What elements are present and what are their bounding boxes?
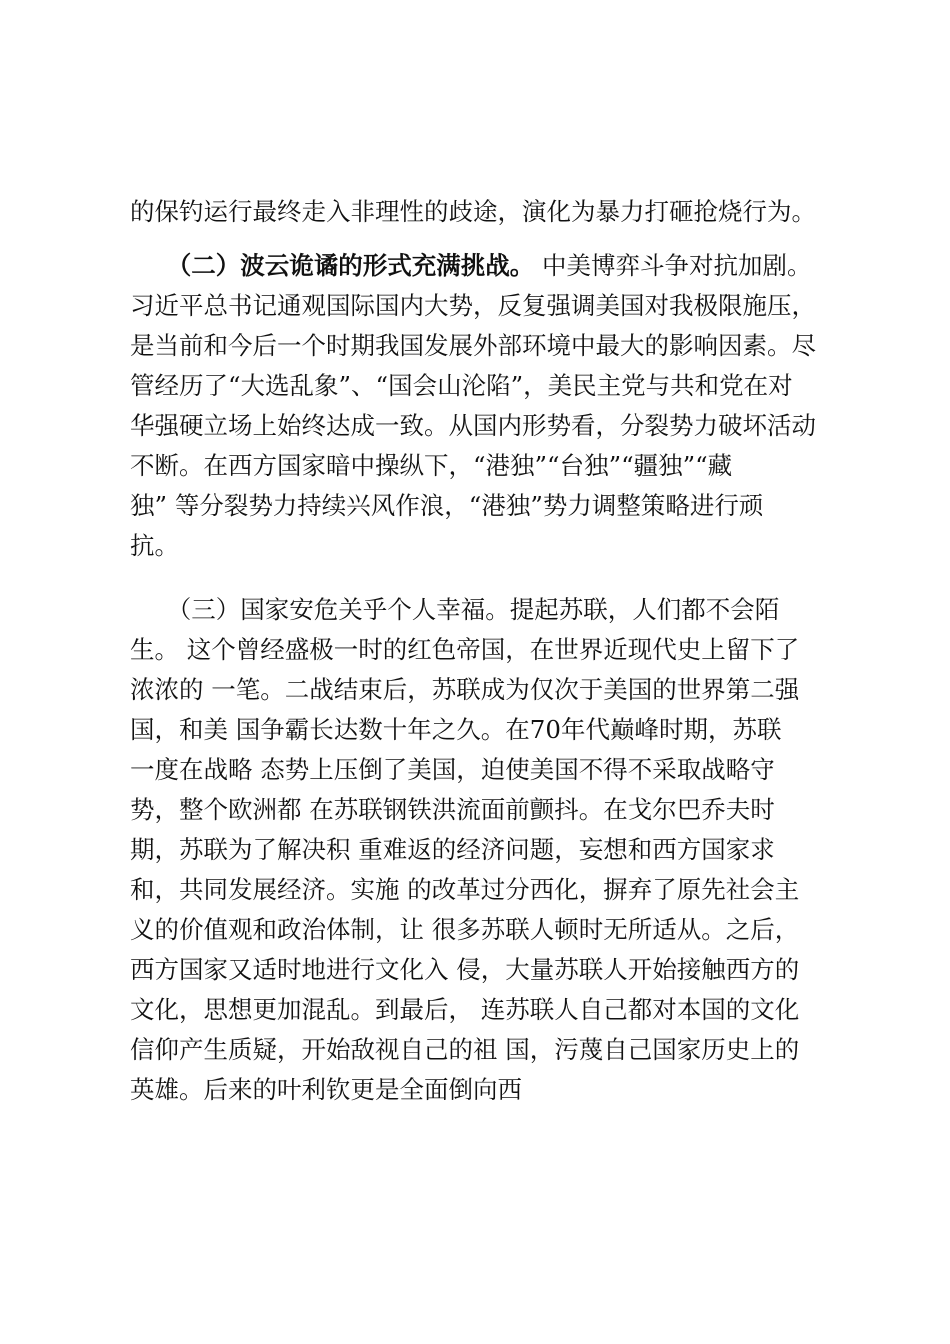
text-line [130,990,830,1030]
text-segment: 习近平总书记通观国际国内大势，反复强调美国对我极限施压， [130,291,816,320]
text-segment: 独” 等分裂势力持续兴风作浪，“港独”势力调整策略进行顽 [130,491,764,520]
text-line [130,526,830,566]
text-segment: 中美博弈斗争对抗加剧。 [534,251,812,280]
text-segment: 抗。 [130,531,179,560]
text-segment: 义的价值观和政治体制，让 很多苏联人顿时无所适从。之后， [130,915,800,944]
text-segment: 期，苏联为了解决积 重难返的经济问题，妄想和西方国家求 [130,835,775,864]
text-line [130,446,830,486]
text-segment: 和，共同发展经济。实施 的改革过分西化，摒弃了原先社会主 [130,875,800,904]
text-segment: （三）国家安危关乎个人幸福。提起苏联，人们都不会陌 [130,595,780,624]
text-line [130,406,830,446]
paragraph-intro [130,192,830,232]
text-line [130,910,830,950]
paragraph-section-three [130,590,830,1110]
text-segment: 英雄。后来的叶利钦更是全面倒向西 [130,1075,522,1104]
section-heading: （二）波云诡谲的形式充满挑战。 [130,251,535,280]
text-segment: 的保钓运行最终走入非理性的歧途，演化为暴力打砸抢烧行为。 [130,197,816,226]
text-line [130,286,830,326]
text-segment: 是当前和今后一个时期我国发展外部环境中最大的影响因素。尽 [130,331,816,360]
text-segment: 西方国家又适时地进行文化入 侵，大量苏联人开始接触西方的 [130,955,800,984]
text-segment: 文化，思想更加混乱。到最后， 连苏联人自己都对本国的文化 [130,995,800,1024]
text-segment: 一度在战略 态势上压倒了美国，迫使美国不得不采取战略守 [130,755,775,784]
text-segment: 华强硬立场上始终达成一致。从国内形势看，分裂势力破坏活动 [130,411,816,440]
text-line [130,1070,830,1110]
text-line [130,246,830,286]
text-line [130,870,830,910]
text-line [130,630,830,670]
text-line [130,192,830,232]
text-line [130,790,830,830]
text-segment: 不断。在西方国家暗中操纵下，“港独”“台独”“疆独”“藏 [130,451,733,480]
text-segment: 信仰产生质疑，开始敌视自己的祖 国，污蔑自己国家历史上的 [130,1035,800,1064]
text-line [130,486,830,526]
text-line [130,326,830,366]
text-line [130,830,830,870]
text-line [130,590,830,630]
text-segment: 势，整个欧洲都 在苏联钢铁洪流面前颤抖。在戈尔巴乔夫时 [130,795,775,824]
text-segment: 国，和美 国争霸长达数十年之久。在70年代巅峰时期，苏联 [130,715,782,744]
text-line [130,710,830,750]
text-line [130,366,830,406]
text-line [130,1030,830,1070]
text-segment: 浓浓的 一笔。二战结束后，苏联成为仅次于美国的世界第二强 [130,675,800,704]
paragraph-section-two [130,246,830,566]
text-line [130,950,830,990]
text-segment: 管经历了“大选乱象”、“国会山沦陷”，美民主党与共和党在对 [130,371,793,400]
text-line [130,750,830,790]
text-line [130,670,830,710]
text-segment: 生。 这个曾经盛极一时的红色帝国，在世界近现代史上留下了 [130,635,800,664]
